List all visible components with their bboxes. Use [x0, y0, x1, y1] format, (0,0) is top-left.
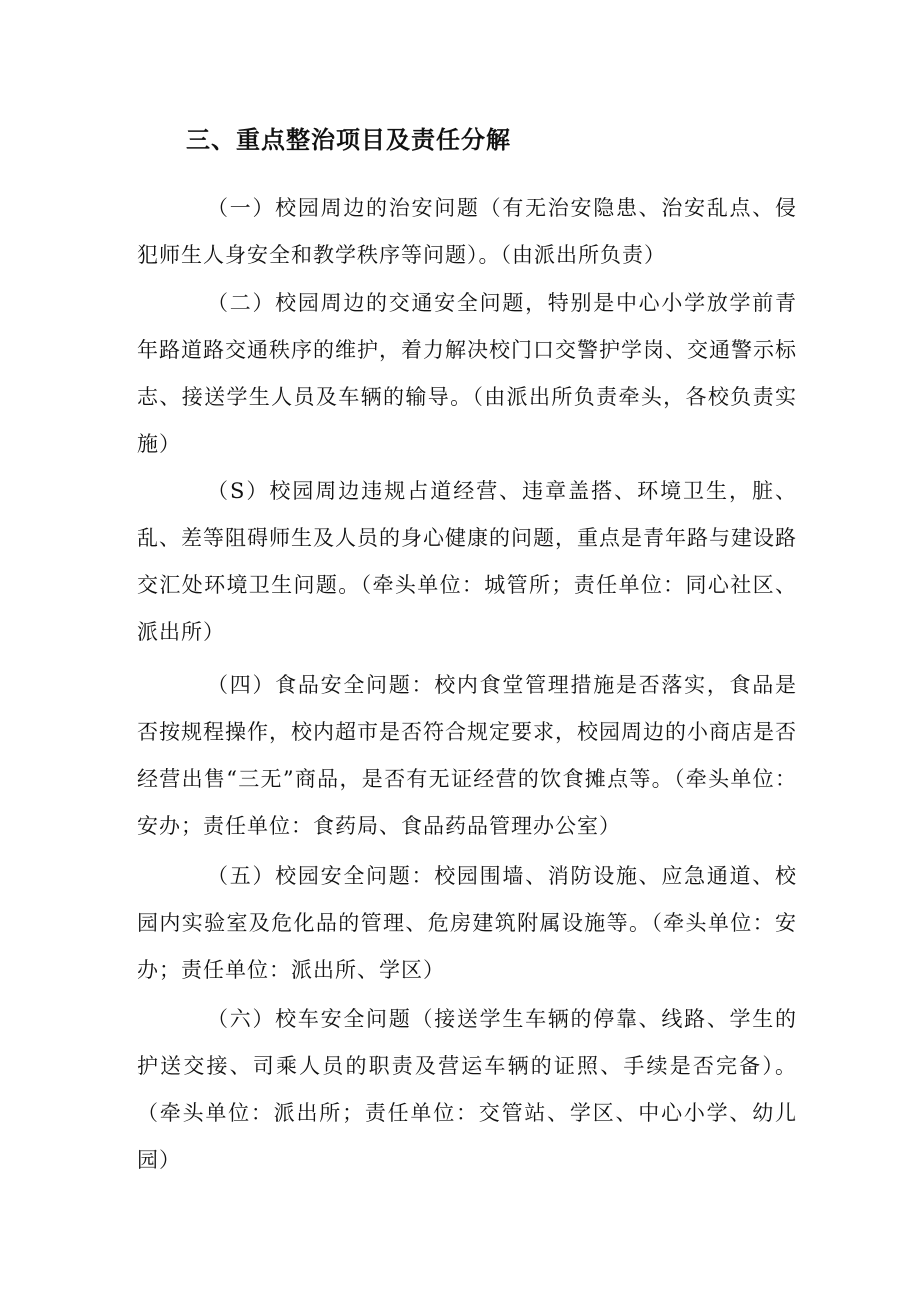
paragraph-public-security: （一）校园周边的治安问题（有无治安隐患、治安乱点、侵犯师生人身安全和教学秩序等问题）。（由派出所负责） [137, 196, 797, 267]
paragraph-food-safety: （四）食品安全问题：校内食堂管理措施是否落实，食品是否按规程操作，校内超市是否符合规定要求，校园周边的小商店是否经营出售“三无”商品，是否有无证经营的饮食摊点等。（牵头单位：安办；责任单位：食药局、食品药品管理办公室） [137, 673, 797, 838]
section-heading: 三、重点整治项目及责任分解 [186, 126, 511, 154]
paragraph-campus-safety: （五）校园安全问题：校园围墙、消防设施、应急通道、校园内实验室及危化品的管理、危房建筑附属设施等。（牵头单位：安办；责任单位：派出所、学区） [137, 864, 797, 982]
paragraph-school-bus-safety: （六）校车安全问题（接送学生车辆的停靠、线路、学生的护送交接、司乘人员的职责及营运车辆的证照、手续是否完备）。（牵头单位：派出所；责任单位：交管站、学区、中心小学、幼儿园） [137, 1007, 797, 1172]
paragraph-environment-sanitation: （S）校园周边违规占道经营、违章盖搭、环境卫生，脏、乱、差等阻碍师生及人员的身心健康的问题，重点是青年路与建设路交汇处环境卫生问题。（牵头单位：城管所；责任单位：同心社区、派出所） [137, 479, 797, 644]
paragraph-traffic-safety: （二）校园周边的交通安全问题，特别是中心小学放学前青年路道路交通秩序的维护，着力解决校门口交警护学岗、交通警示标志、接送学生人员及车辆的输导。（由派出所负责牵头，各校负责实施） [137, 291, 797, 456]
